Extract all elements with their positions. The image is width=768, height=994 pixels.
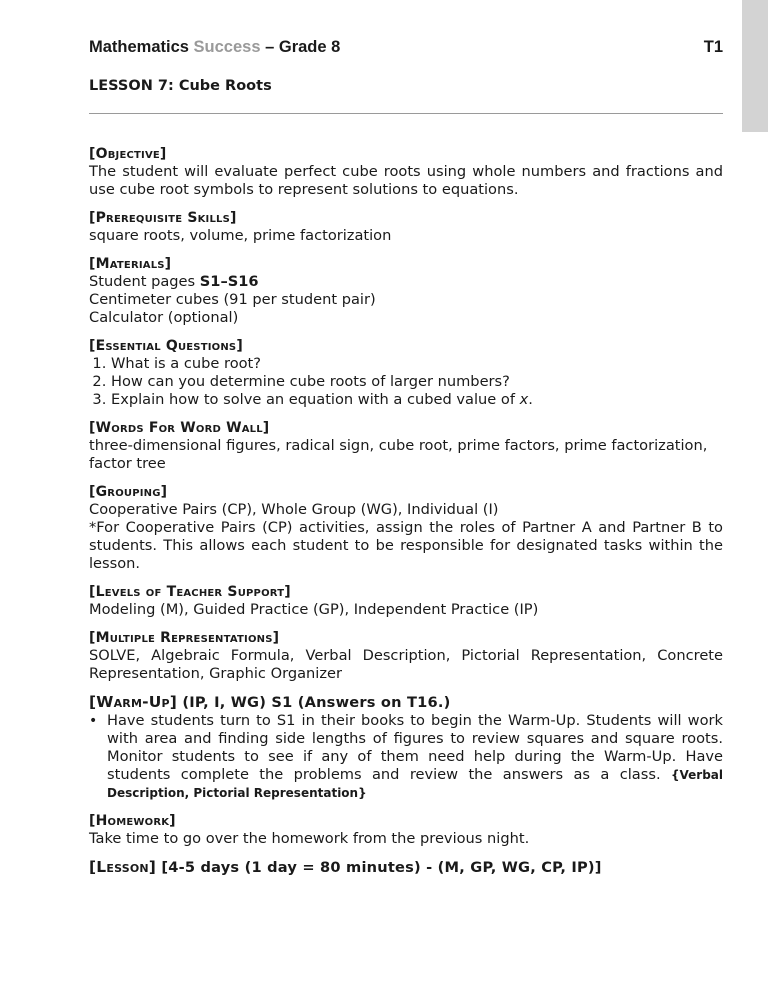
materials-line-3: Calculator (optional) <box>89 309 239 326</box>
book-title-prefix: Mathematics <box>89 38 194 56</box>
page-edge-tab <box>742 0 768 132</box>
prerequisite-heading: [Prerequisite Skills] <box>89 210 237 226</box>
essential-question-2: 2. How can you determine cube roots of larger numbers? <box>111 373 723 391</box>
essential-question-1: 1. What is a cube root? <box>111 355 723 373</box>
warmup-bullet-item <box>89 712 723 802</box>
levels-heading: [Levels of Teacher Support] <box>89 584 291 600</box>
multiple-representations-section <box>89 629 723 683</box>
book-title-accent: Success <box>193 38 261 56</box>
bullet-icon: • <box>89 713 98 729</box>
objective-text: The student will evaluate perfect cube roots using whole numbers and fractions and use cube root symbols to represent solutions to equations. <box>89 163 723 198</box>
objective-section <box>89 145 723 199</box>
lesson-heading <box>89 858 723 877</box>
warmup-representation-tag: {Verbal Description, Pictorial Representation} <box>107 768 723 800</box>
multiple-representations-text: SOLVE, Algebraic Formula, Verbal Description, Pictorial Representation, Concrete Representation, Graphic Organizer <box>89 647 723 682</box>
word-wall-section <box>89 419 723 473</box>
warmup-heading <box>89 693 723 712</box>
materials-section <box>89 255 723 327</box>
grouping-line-1: Cooperative Pairs (CP), Whole Group (WG), Individual (I) <box>89 501 499 518</box>
levels-text: Modeling (M), Guided Practice (GP), Independent Practice (IP) <box>89 601 539 618</box>
homework-heading: [Homework] <box>89 813 176 829</box>
materials-student-pages: S1–S16 <box>199 273 259 290</box>
homework-section <box>89 812 723 848</box>
header-divider <box>89 113 723 114</box>
grouping-section <box>89 483 723 573</box>
objective-heading: [Objective] <box>89 146 167 162</box>
essential-questions-section <box>89 337 723 409</box>
materials-heading: [Materials] <box>89 256 172 272</box>
warmup-text: Have students turn to S1 in their books to begin the Warm-Up. Students will work with area and finding side lengths of figures to review squares and square roots. Monitor students to see if any of them need help during the Warm-Up. Have students complete the problems and review the answers as a class. <box>107 712 723 783</box>
word-wall-text: three-dimensional figures, radical sign, cube root, prime factors, prime factorization, factor tree <box>89 437 708 472</box>
materials-line-1-prefix: Student pages <box>89 273 200 290</box>
essential-question-3-prefix: Explain how to solve an equation with a cubed value of <box>111 391 520 408</box>
word-wall-heading: [Words For Word Wall] <box>89 420 270 436</box>
essential-questions-heading: [Essential Questions] <box>89 338 243 354</box>
warmup-heading-details: (IP, I, WG) S1 (Answers on T16.) <box>177 694 451 711</box>
homework-text: Take time to go over the homework from the previous night. <box>89 830 530 847</box>
lesson-title: LESSON 7: Cube Roots <box>89 78 272 94</box>
grouping-heading: [Grouping] <box>89 484 168 500</box>
page-number: T1 <box>703 38 723 56</box>
book-title-suffix: – Grade 8 <box>260 38 341 56</box>
essential-questions-list <box>89 355 723 409</box>
warmup-heading-label: [Warm-Up] <box>89 693 178 711</box>
lesson-heading-label: [Lesson] <box>89 858 157 876</box>
warmup-section <box>89 693 723 802</box>
page-header <box>89 38 723 62</box>
lesson-section <box>89 858 723 877</box>
book-title <box>89 38 340 57</box>
lesson-content <box>89 145 723 887</box>
multiple-representations-heading: [Multiple Representations] <box>89 630 280 646</box>
grouping-line-2: *For Cooperative Pairs (CP) activities, assign the roles of Partner A and Partner B to students. This allows each student to be responsible for designated tasks within the lesson. <box>89 519 723 572</box>
lesson-heading-details: [4-5 days (1 day = 80 minutes) - (M, GP, WG, CP, IP)] <box>156 859 602 876</box>
prerequisite-text: square roots, volume, prime factorization <box>89 227 392 244</box>
essential-question-3 <box>111 391 723 409</box>
variable-x: x <box>519 391 529 408</box>
materials-line-1 <box>89 273 723 291</box>
essential-question-3-suffix: . <box>528 391 533 408</box>
materials-line-2: Centimeter cubes (91 per student pair) <box>89 291 376 308</box>
prerequisite-section <box>89 209 723 245</box>
levels-section <box>89 583 723 619</box>
